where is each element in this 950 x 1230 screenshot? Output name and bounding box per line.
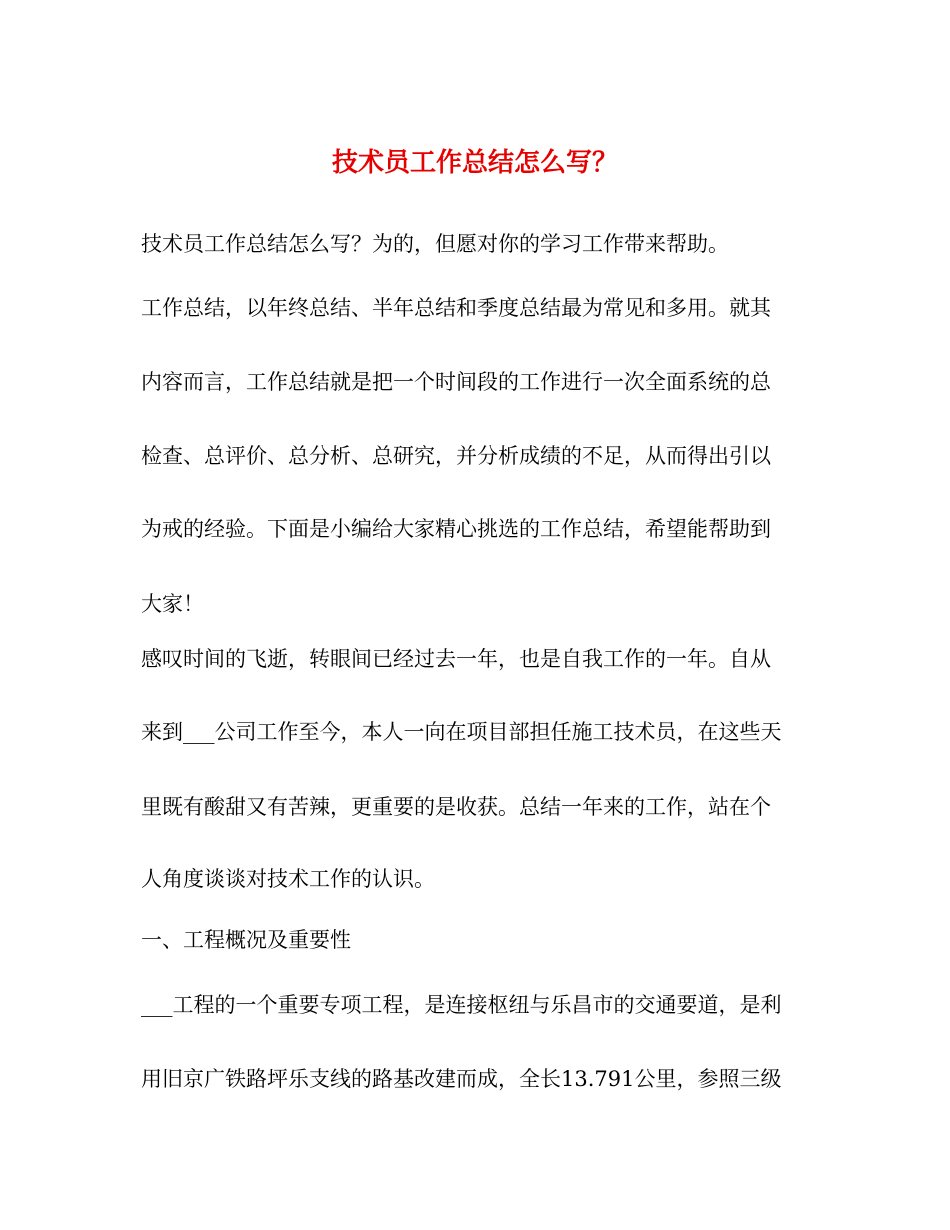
paragraph-line: 大家！ [141,592,204,616]
paragraph-line: ___工程的一个重要专项工程，是连接枢纽与乐昌市的交通要道，是利 [141,993,782,1017]
paragraph-line: 为戒的经验。下面是小编给大家精心挑选的工作总结，希望能帮助到 [141,517,771,541]
paragraph-line: 用旧京广铁路坪乐支线的路基改建而成，全长13.791公里，参照三级 [141,1067,782,1091]
paragraph-line: 感叹时间的飞逝，转眼间已经过去一年，也是自我工作的一年。自从 [141,647,771,671]
paragraph-line: 人角度谈谈对技术工作的认识。 [141,867,435,891]
section-heading: 一、工程概况及重要性 [141,928,351,952]
paragraph-line: 内容而言，工作总结就是把一个时间段的工作进行一次全面系统的总 [141,370,771,394]
paragraph-line: 技术员工作总结怎么写？为的，但愿对你的学习工作带来帮助。 [141,232,729,256]
paragraph-line: 检查、总评价、总分析、总研究，并分析成绩的不足，从而得出引以 [141,444,771,468]
paragraph-line: 来到___公司工作至今，本人一向在项目部担任施工技术员，在这些天 [141,720,782,744]
document-title: 技术员工作总结怎么写？ [331,148,618,178]
paragraph-line: 里既有酸甜又有苦辣，更重要的是收获。总结一年来的工作，站在个 [141,795,771,819]
paragraph-line: 工作总结，以年终总结、半年总结和季度总结最为常见和多用。就其 [141,296,771,320]
